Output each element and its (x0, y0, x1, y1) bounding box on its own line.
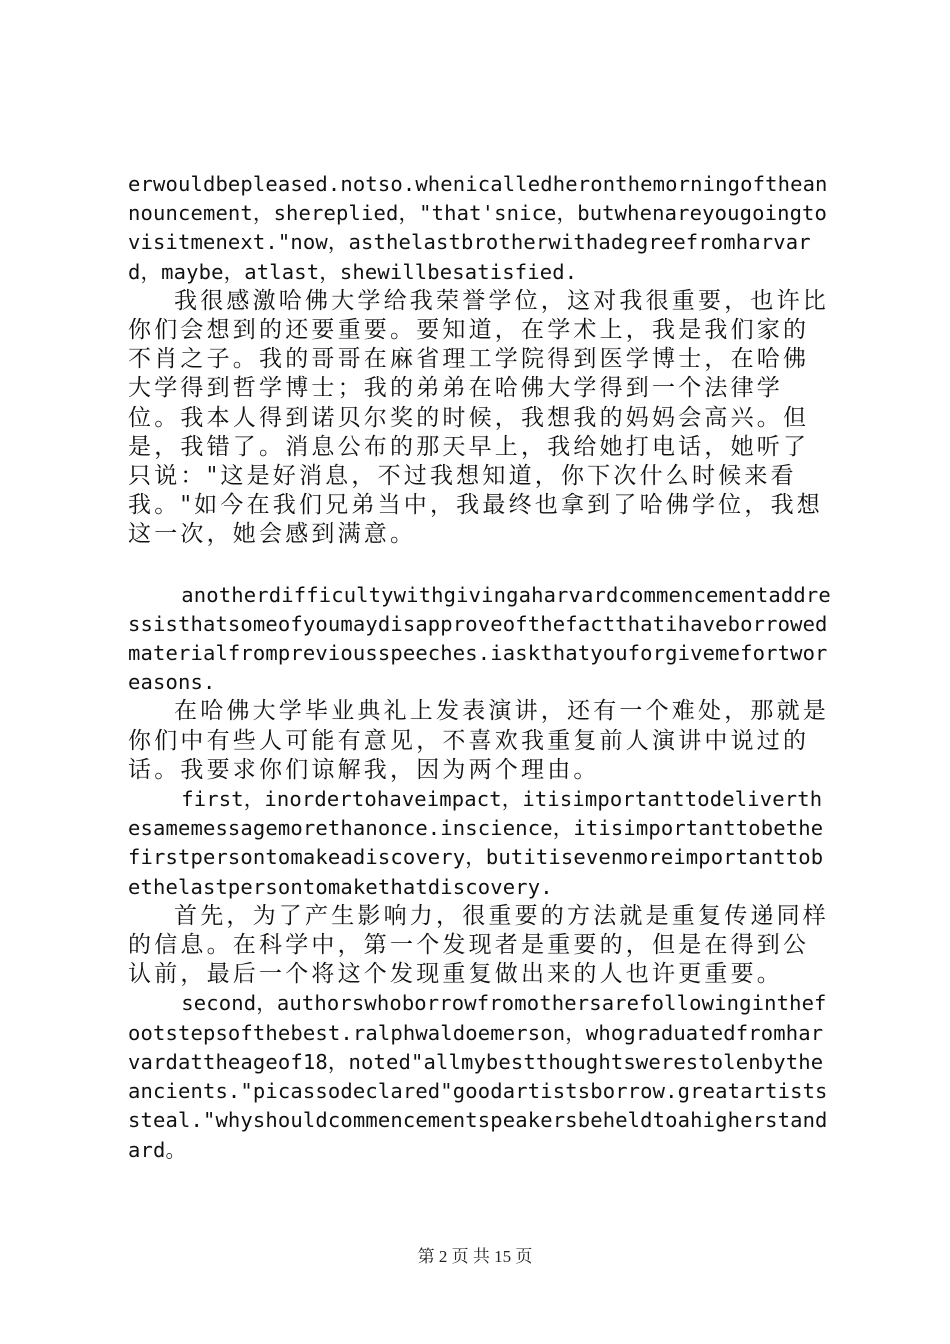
page-number-footer: 第 2 页 共 15 页 (417, 1247, 533, 1266)
paragraph-spacer (128, 550, 834, 581)
paragraph-english-second-reason: second，authorswhoborrowfromothersarefollowinginthefootstepsofthebest.ralphwaldoemerson，whograduatedfromharvardattheageof18，noted"allmybestthoughtswerestolenbytheancients."picassodeclared"goodartistsborrow.greatartistssteal."whyshouldcommencementspeakersbeheldtoahigherstandard。 (128, 991, 828, 1162)
paragraph-chinese-difficulty: 在哈佛大学毕业典礼上发表演讲，还有一个难处，那就是你们中有些人可能有意见，不喜欢我重复前人演讲中说过的话。我要求你们谅解我，因为两个理由。 (128, 698, 829, 783)
paragraph-chinese-first-reason: 首先，为了产生影响力，很重要的方法就是重复传递同样的信息。在科学中，第一个发现者是重要的，但是在得到公认前，最后一个将这个发现重复做出来的人也许更重要。 (128, 902, 829, 988)
paragraph-chinese-translation: 我很感激哈佛大学给我荣誉学位，这对我很重要，也许比你们会想到的还要重要。要知道，在学术上，我是我们家的不肖之子。我的哥哥在麻省理工学院得到医学博士，在哈佛大学得到哲学博士；我的弟弟在哈佛大学得到一个法律学位。我本人得到诺贝尔奖的时候，我想我的妈妈会高兴。但是，我错了。消息公布的那天早上，我给她打电话，她听了只说："这是好消息，不过我想知道，你下次什么时候来看我。"如今在我们兄弟当中，我最终也拿到了哈佛学位，我想这一次，她会感到满意。 (128, 287, 829, 548)
paragraph-english-continuation: erwouldbepleased.notso.whenicalledheronthemorningoftheannouncement，shereplied，"that'snice，butwhenareyougoingtovisitmenext."now，asthelastbrotherwithadegreefromharvard，maybe，atlast，shewillbesatisfied. (128, 172, 828, 284)
document-body (128, 170, 834, 1165)
paragraph-english-first-reason: first，inordertohaveimpact，itisimportanttodeliverthesamemessagemorethanonce.inscience，itisimportanttobethefirstpersontomakeadiscovery，butitisevenmoreimportanttobethelastpersontomakethatdiscovery. (128, 787, 824, 899)
paragraph-english-difficulty: anotherdifficultywithgivingaharvardcommencementaddressisthatsomeofyoumaydisapproveofthefactthatihaveborrowedmaterialfrompreviousspeeches.iaskthatyouforgivemefortworeasons. (128, 582, 831, 695)
